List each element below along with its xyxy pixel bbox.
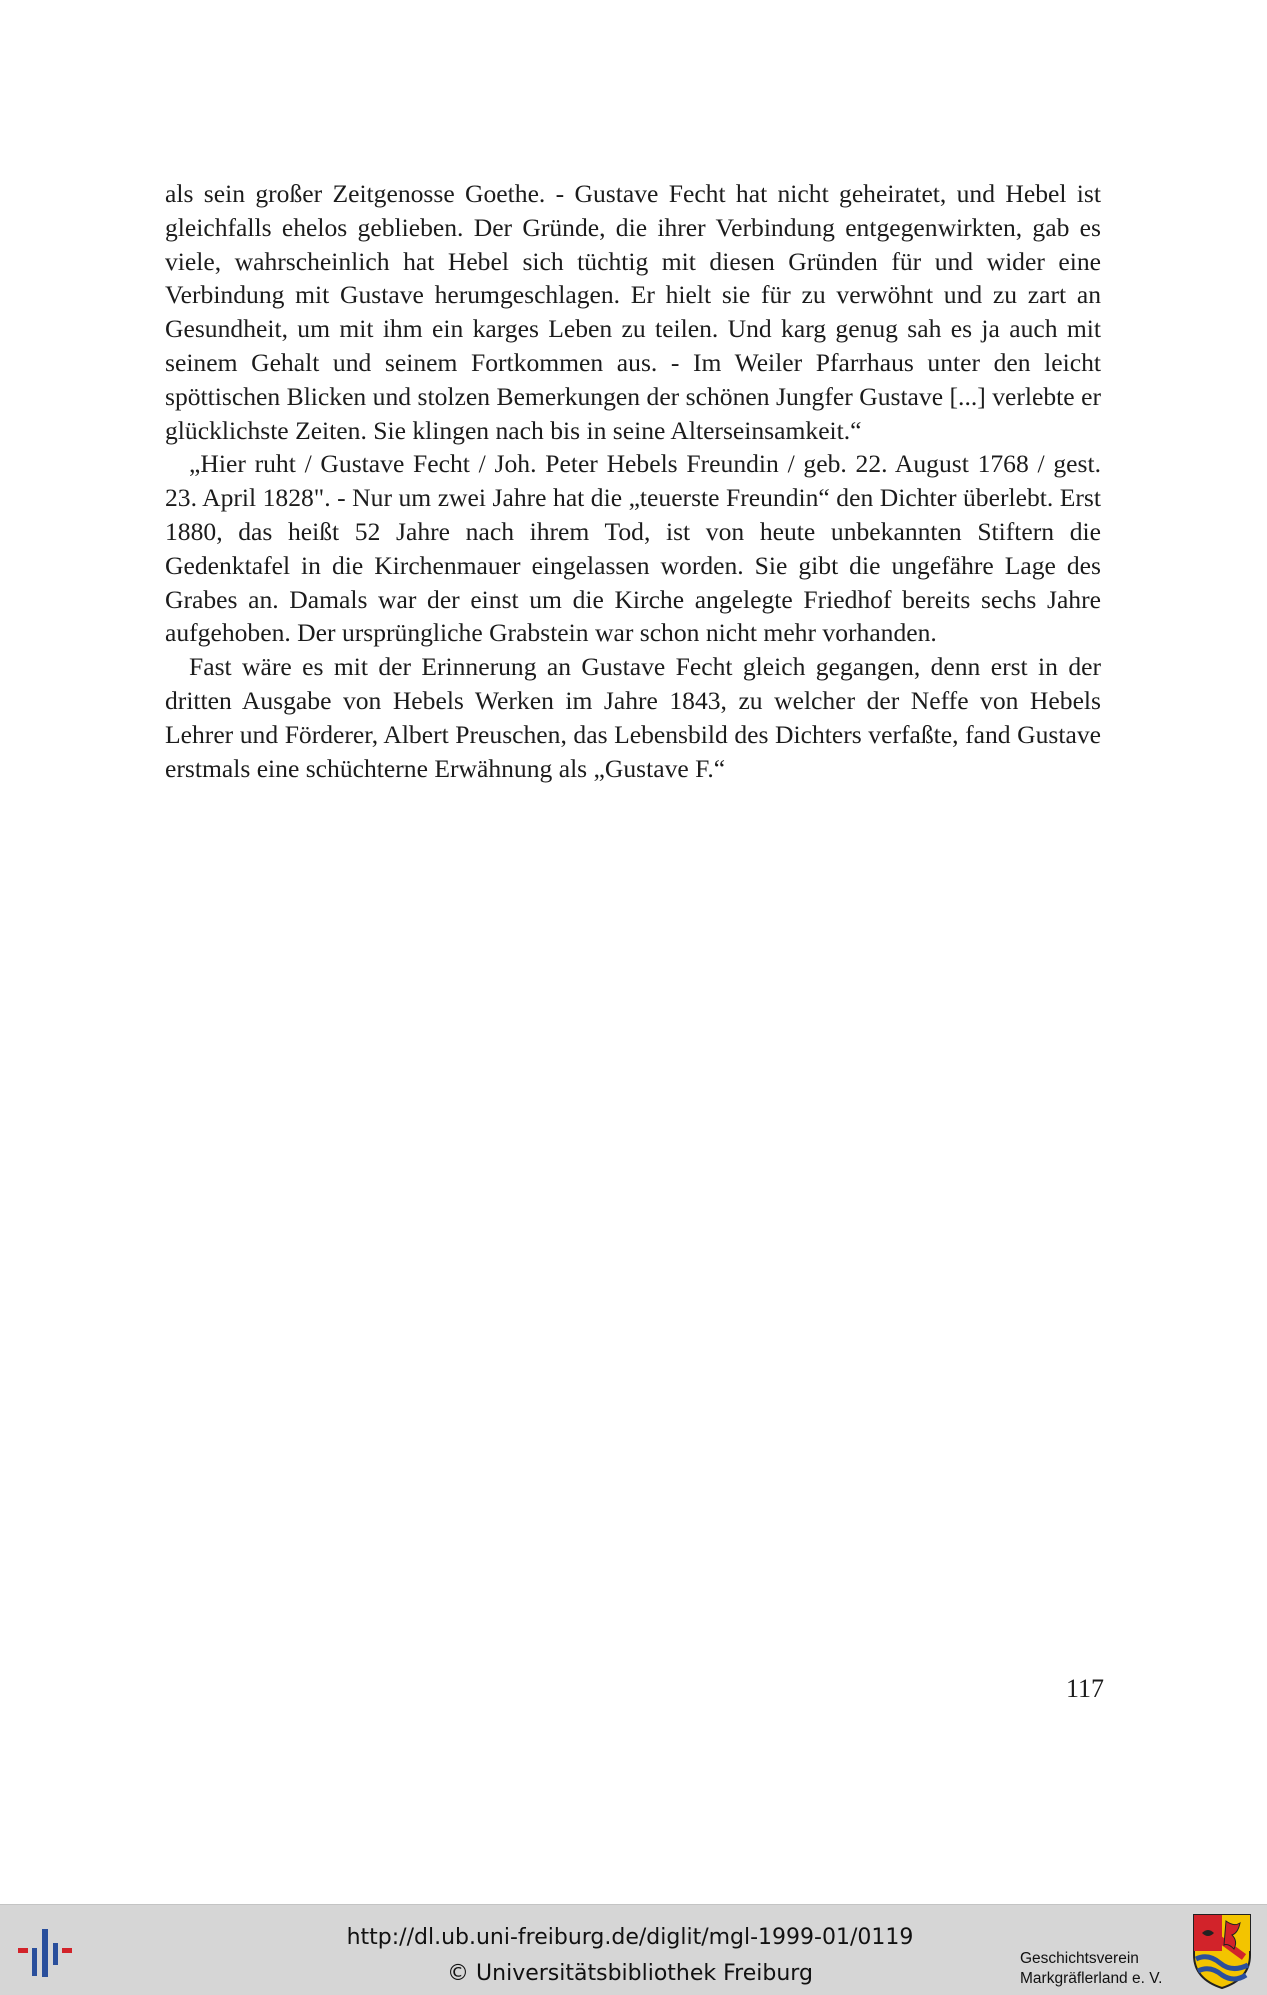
society-name-line-2: Markgräflerland e. V. [1020, 1970, 1163, 1987]
paragraph-1: als sein großer Zeitgenosse Goethe. - Gustave Fecht hat nicht geheiratet, und Hebel ist gleichfalls ehelos geblieben. Der Gründe, die ihrer Verbindung entgegenwirkten, gab es viele, wahrscheinlich hat Hebel sich tüchtig mit diesen Gründen für und wider eine Verbindung mit Gustave herumgeschlagen. Er hielt sie für zu verwöhnt und zu zart an Gesundheit, um mit ihm ein karges Leben zu teilen. Und karg genug sah es ja auch mit seinem Gehalt und seinem Fortkommen aus. - Im Weiler Pfarrhaus unter den leicht spöttischen Blicken und stolzen Bemerkungen der schönen Jungfer Gustave [...] verlebte er glücklichste Zeiten. Sie klingen nach bis in seine Alterseinsamkeit.“ [165, 179, 1101, 445]
society-name [1020, 1949, 1162, 1989]
paragraph-3: Fast wäre es mit der Erinnerung an Gustave Fecht gleich gegangen, denn erst in der dritten Ausgabe von Hebels Werken im Jahre 1843, zu welcher der Neffe von Hebels Lehrer und Förderer, Albert Preuschen, das Lebensbild des Dichters verfaßte, fand Gustave erstmals eine schüchterne Erwähnung als „Gustave F.“ [165, 652, 1101, 783]
body-text [165, 177, 1101, 785]
society-name-line-1: Geschichtsverein [1020, 1950, 1139, 1967]
coat-of-arms-icon [1190, 1911, 1254, 1991]
footer-center [300, 1905, 960, 1988]
page-number: 117 [1065, 1674, 1104, 1703]
footer-bar [0, 1904, 1267, 1995]
ub-freiburg-logo-icon[interactable] [14, 1925, 84, 1981]
footer-url-link[interactable]: http://dl.ub.uni-freiburg.de/diglit/mgl-1999-01/0119 [346, 1925, 914, 1950]
footer-copyright: © Universitätsbibliothek Freiburg [447, 1961, 813, 1986]
paragraph-2: „Hier ruht / Gustave Fecht / Joh. Peter Hebels Freundin / geb. 22. August 1768 / gest. 23. April 1828". - Nur um zwei Jahre hat die „teuerste Freundin“ den Dichter überlebt. Erst 1880, das heißt 52 Jahre nach ihrem Tod, ist von heute unbekannten Stiftern die Gedenktafel in die Kirchenmauer eingelassen worden. Sie gibt die ungefähre Lage des Grabes an. Damals war der einst um die Kirche angelegte Friedhof bereits sechs Jahre aufgehoben. Der ursprüngliche Grabstein war schon nicht mehr vorhanden. [165, 449, 1101, 648]
